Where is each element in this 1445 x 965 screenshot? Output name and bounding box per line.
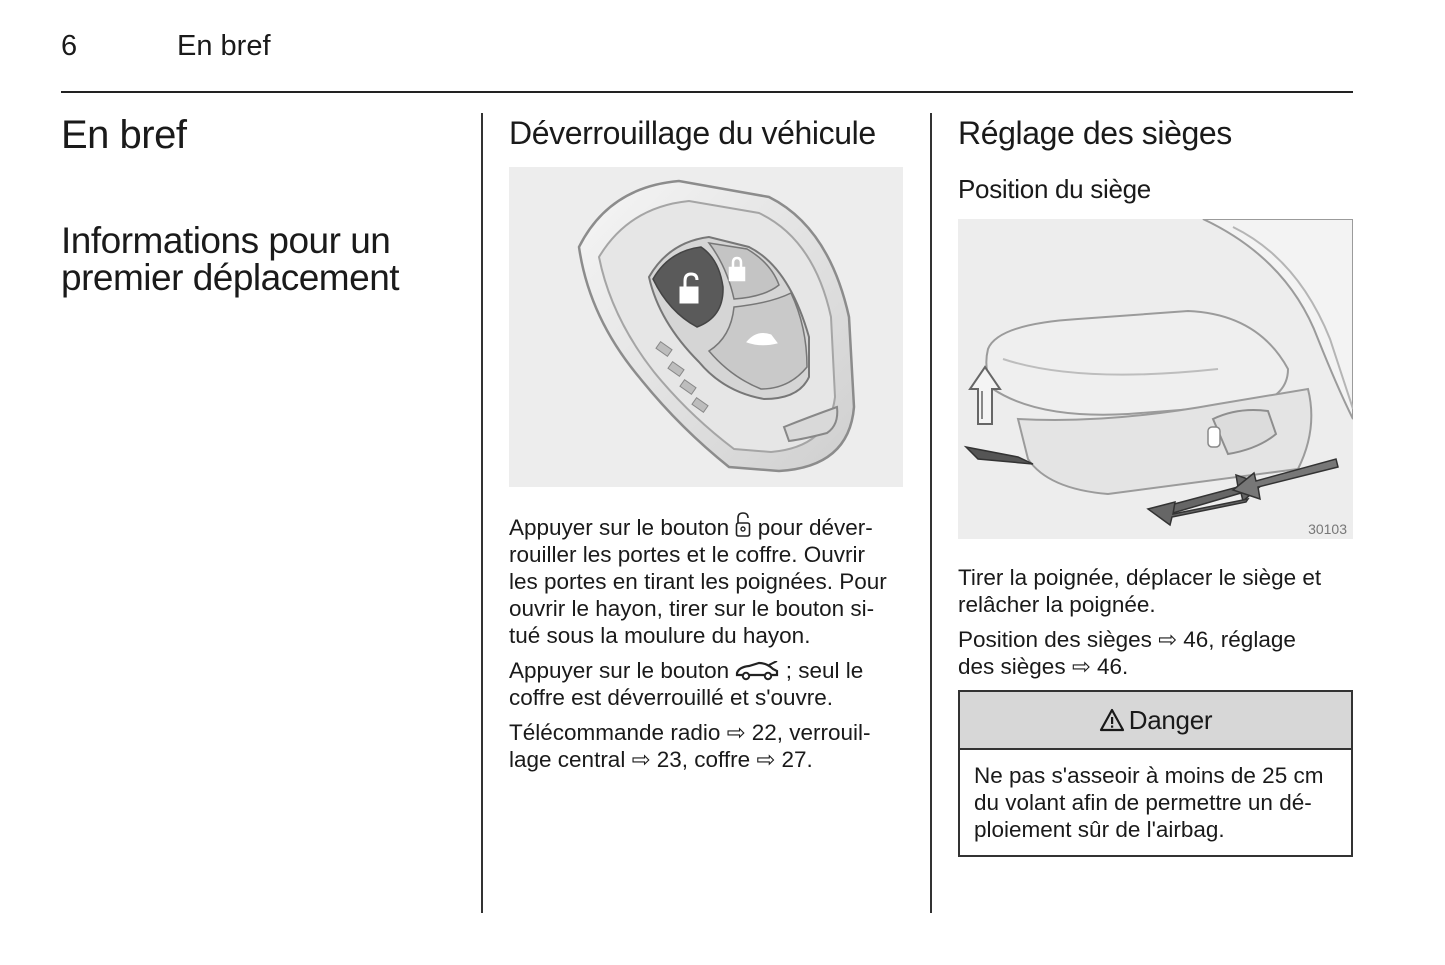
seat-p2-l2a: des sièges [958,654,1066,679]
seat-illustration [958,219,1353,539]
p2-l1b: ; seul le [785,658,864,683]
p1-l1b: pour déver- [757,515,873,540]
danger-l3: ploiement sûr de l'airbag. [974,817,1225,842]
unlock-icon [735,512,751,538]
seat-figure [958,219,1353,539]
danger-l2: du volant afin de permettre un dé- [974,790,1312,815]
danger-l1: Ne pas s'asseoir à moins de 25 cm [974,763,1324,788]
page-number: 6 [61,30,78,62]
p1-l1a: Appuyer sur le bouton [509,515,730,540]
key-fob-illustration [509,167,903,487]
header-rule [61,91,1353,93]
p1-l2: rouiller les portes et le coffre. Ouvrir [509,542,865,567]
p3-ref1[interactable]: 22, verrouil- [751,720,871,745]
p2-l1a: Appuyer sur le bouton [509,658,730,683]
warning-triangle-icon [1099,708,1125,732]
figure-code: 30103 [1308,521,1347,537]
seat-subheading: Position du siège [958,174,1151,204]
seat-ref2[interactable]: 46. [1096,654,1129,679]
p2-l2: coffre est déverrouillé et s'ouvre. [509,685,834,710]
danger-body [960,750,1351,855]
p3-l1a: Télécommande radio [509,720,721,745]
page-ref-icon: ⇨ [1071,654,1091,679]
chapter-title: En bref [61,113,187,157]
section-title-line-2: premier déplacement [61,257,400,298]
seat-heading: Réglage des sièges [958,115,1232,151]
p1-l4: ouvrir le hayon, tirer sur le bouton si- [509,596,875,621]
key-fob-figure [509,167,903,487]
p1-l5: tué sous la moulure du hayon. [509,623,811,648]
p3-ref3[interactable]: 27. [781,747,813,772]
page-ref-icon: ⇨ [1158,627,1177,652]
page-ref-icon: ⇨ [756,747,776,772]
section-title-block [61,222,399,296]
seat-ref1[interactable]: 46, réglage [1183,627,1296,652]
unlock-heading: Déverrouillage du véhicule [509,115,876,151]
unlock-text [509,512,909,773]
danger-title: Danger [1128,704,1213,735]
column-divider-2 [930,113,932,913]
danger-box [958,690,1353,857]
page-ref-icon: ⇨ [631,747,651,772]
trunk-icon [735,661,779,681]
p3-l2a: lage central [509,747,626,772]
section-title-line-1: Informations pour un [61,220,391,261]
seat-p1-l2: relâcher la poignée. [958,592,1156,617]
p1-l3: les portes en tirant les poignées. Pour [509,569,887,594]
chapter-title-block [61,113,186,158]
danger-header [960,692,1351,750]
running-header: En bref [177,30,271,62]
p3-ref2[interactable]: 23, coffre [656,747,751,772]
column-divider-1 [481,113,483,913]
page-ref-icon: ⇨ [726,720,746,745]
seat-p2-l1a: Position des sièges [958,627,1152,652]
seat-text [958,564,1358,680]
seat-p1-l1: Tirer la poignée, déplacer le siège et [958,565,1322,590]
